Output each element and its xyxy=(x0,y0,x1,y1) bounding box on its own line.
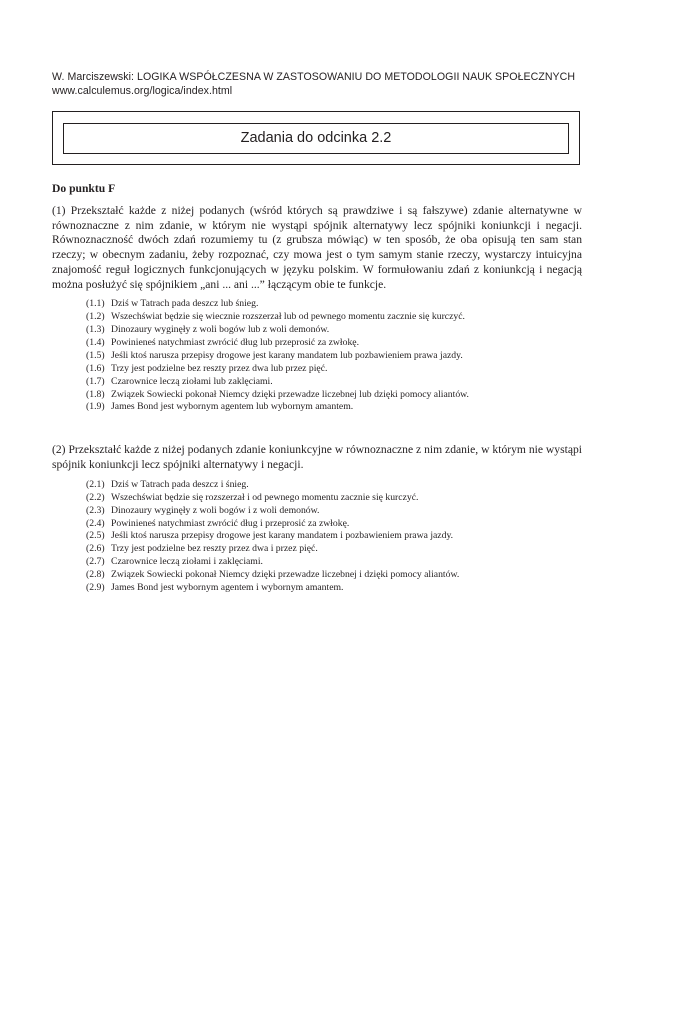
item-text: Trzy jest podzielne bez reszty przez dwa lub przez pięć. xyxy=(111,362,328,374)
list-item xyxy=(86,492,582,505)
item-number: (1.3) xyxy=(86,324,105,336)
list-item xyxy=(86,350,582,363)
task-2-list xyxy=(86,479,582,595)
item-text: Powinieneś natychmiast zwrócić dług lub przeprosić za zwłokę. xyxy=(111,336,360,348)
list-item xyxy=(86,363,582,376)
list-item xyxy=(86,479,582,492)
item-number: (2.6) xyxy=(86,543,105,555)
task-1-list xyxy=(86,298,582,414)
page-title: Zadania do odcinka 2.2 xyxy=(240,130,392,146)
item-number: (2.2) xyxy=(86,491,105,503)
list-item xyxy=(86,389,582,402)
item-number: (2.5) xyxy=(86,530,105,542)
item-text: James Bond jest wybornym agentem lub wybornym amantem. xyxy=(111,401,354,413)
list-item xyxy=(86,530,582,543)
item-number: (2.9) xyxy=(86,582,105,594)
section-heading: Do punktu F xyxy=(52,182,116,195)
item-number: (1.4) xyxy=(86,336,105,348)
header-author-title: W. Marciszewski: LOGIKA WSPÓŁCZESNA W ZASTOSOWANIU DO METODOLOGII NAUK SPOŁECZNYCH xyxy=(52,71,576,83)
item-text: Dziś w Tatrach pada deszcz i śnieg. xyxy=(111,478,249,490)
list-item xyxy=(86,298,582,311)
item-number: (2.3) xyxy=(86,504,105,516)
item-text: Dinozaury wyginęły z woli bogów lub z woli demonów. xyxy=(111,324,330,336)
list-item xyxy=(86,376,582,389)
list-item xyxy=(86,337,582,350)
item-text: Powinieneś natychmiast zwrócić dług i przeprosić za zwłokę. xyxy=(111,517,350,529)
item-number: (1.5) xyxy=(86,349,105,361)
item-text: Wszechświat będzie się wiecznie rozszerzał lub od pewnego momentu zacznie się kurczyć. xyxy=(111,311,465,323)
list-item xyxy=(86,582,582,595)
item-number: (1.2) xyxy=(86,311,105,323)
item-number: (1.6) xyxy=(86,362,105,374)
item-text: Wszechświat będzie się rozszerzał i od pewnego momentu zacznie się kurczyć. xyxy=(111,491,419,503)
list-item xyxy=(86,505,582,518)
item-text: Związek Sowiecki pokonał Niemcy dzięki przewadze liczebnej i dzięki pomocy aliantów. xyxy=(111,569,460,581)
item-number: (1.9) xyxy=(86,401,105,413)
item-number: (1.7) xyxy=(86,375,105,387)
item-text: Związek Sowiecki pokonał Niemcy dzięki przewadze liczebnej lub dzięki pomocy aliantów. xyxy=(111,388,469,400)
document-body xyxy=(52,182,582,595)
item-text: Trzy jest podzielne bez reszty przez dwa i przez pięć. xyxy=(111,543,318,555)
item-text: Dinozaury wyginęły z woli bogów i z woli demonów. xyxy=(111,504,320,516)
item-number: (2.8) xyxy=(86,569,105,581)
item-text: Jeśli ktoś narusza przepisy drogowe jest karany mandatem lub pozbawieniem prawa jazdy. xyxy=(111,349,463,361)
item-number: (2.4) xyxy=(86,517,105,529)
list-item xyxy=(86,569,582,582)
list-item xyxy=(86,324,582,337)
list-item xyxy=(86,556,582,569)
list-item xyxy=(86,543,582,556)
header-url: www.calculemus.org/logica/index.html xyxy=(52,85,233,97)
item-number: (1.1) xyxy=(86,298,105,310)
item-text: Jeśli ktoś narusza przepisy drogowe jest karany mandatem i pozbawieniem prawa jazdy. xyxy=(111,530,454,542)
task-2-instructions: (2) Przekształć każde z niżej podanych zdanie koniunkcyjne w równoznaczne z nim zdanie, w którym nie wystąpi spójnik koniunkcji lecz spójniki alternatywy i negacji. xyxy=(52,443,582,472)
item-text: Czarownice leczą ziołami lub zaklęciami. xyxy=(111,375,273,387)
item-text: Czarownice leczą ziołami i zaklęciami. xyxy=(111,556,263,568)
list-item xyxy=(86,518,582,531)
title-box-outer xyxy=(52,111,580,165)
spacer xyxy=(52,414,582,443)
title-box-inner xyxy=(63,123,569,154)
item-number: (2.7) xyxy=(86,556,105,568)
item-number: (2.1) xyxy=(86,478,105,490)
task-1-instructions: (1) Przekształć każde z niżej podanych (wśród których są prawdziwe i są fałszywe) zdanie alternatywne w równoznaczne z nim zdanie, w którym nie wystąpi spójnik alternatywy lecz spójniki koniunkcji i negacji. Równoznaczność dwóch zdań rozumiemy tu (z grubsza mówiąc) w ten sposób, że oba opisują ten sam stan rzeczy; w obecnym zadaniu, żeby rozpoznać, czy mowa jest o tym samym stanie rzeczy, wystarczy intuicyjna znajomość reguł logicznych funkcjonujących w języku polskim. W formułowaniu zdań z koniunkcją i negacją można posłużyć się spójnikiem „ani ... ani ...” łączącym obie te funkcje. xyxy=(52,204,582,291)
item-text: Dziś w Tatrach pada deszcz lub śnieg. xyxy=(111,298,259,310)
item-text: James Bond jest wybornym agentem i wybornym amantem. xyxy=(111,582,344,594)
document-header xyxy=(52,70,575,98)
item-number: (1.8) xyxy=(86,388,105,400)
list-item xyxy=(86,311,582,324)
list-item xyxy=(86,401,582,414)
